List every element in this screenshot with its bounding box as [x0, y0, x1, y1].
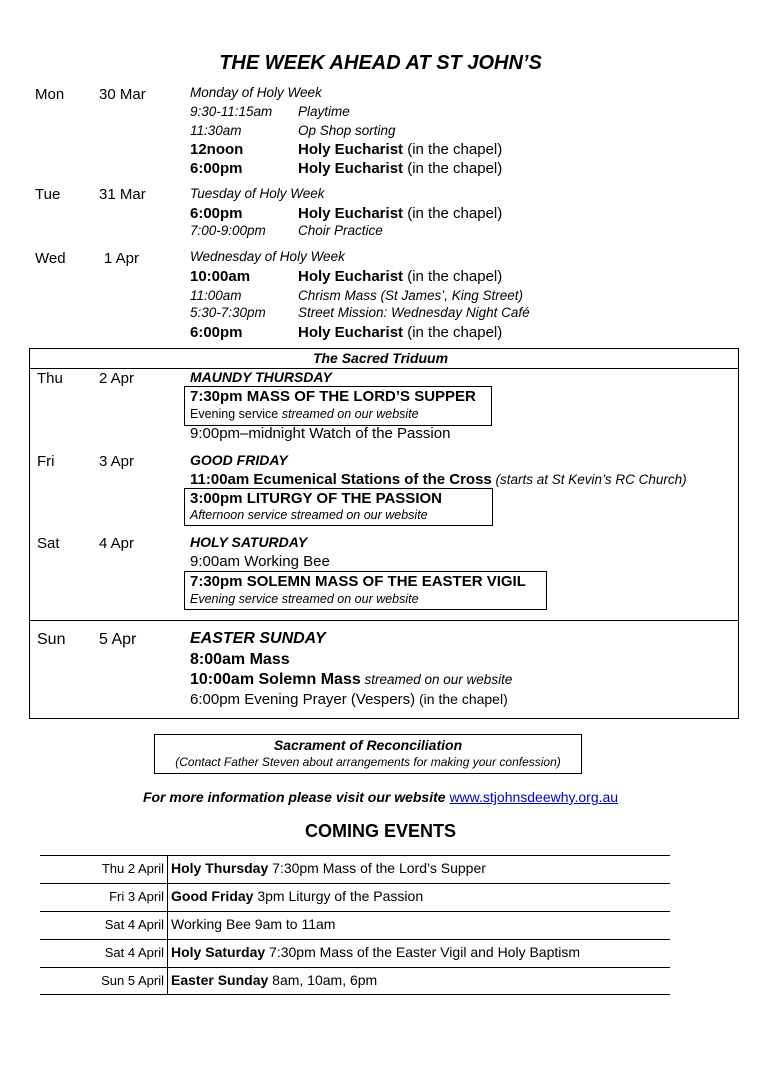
table-rule	[40, 883, 670, 884]
event-date: Sat 4 April	[104, 917, 164, 932]
day-label: Fri	[37, 453, 55, 470]
event-text: Holy Eucharist	[298, 324, 404, 341]
event-note: (in the chapel)	[403, 324, 503, 341]
event-note: (in the chapel)	[403, 160, 503, 177]
date-label: 2 Apr	[99, 370, 135, 387]
event-note: (starts at St Kevin’s RC Church)	[491, 472, 687, 487]
date-label: 4 Apr	[99, 535, 135, 552]
day-heading: GOOD FRIDAY	[190, 452, 288, 468]
event-text: Op Shop sorting	[298, 123, 396, 138]
event-note: (in the chapel)	[403, 141, 503, 158]
event-note: streamed on our website	[360, 672, 513, 687]
event-line	[298, 160, 502, 177]
event-time: 11:30am	[190, 123, 242, 138]
event-line	[190, 671, 512, 689]
triduum-heading: The Sacred Triduum	[312, 350, 449, 366]
event-time: 6:00pm	[190, 324, 243, 341]
event-line	[298, 141, 502, 158]
event-detail: 7:30pm Mass of the Easter Vigil and Holy Baptism	[265, 944, 581, 960]
event-line	[298, 205, 502, 222]
table-rule	[40, 967, 670, 968]
day-heading: MAUNDY THURSDAY	[190, 369, 332, 385]
event-text: Holy Eucharist	[298, 205, 404, 222]
day-heading: Tuesday of Holy Week	[190, 186, 325, 201]
day-label: Wed	[35, 250, 66, 267]
service-subtitle: Evening service streamed on our website	[190, 592, 419, 606]
event-description	[171, 944, 580, 960]
event-time: 6:00pm	[190, 160, 243, 177]
service-subtitle-b: streamed on our website	[281, 407, 419, 421]
event-title: Good Friday	[171, 888, 254, 904]
table-rule	[40, 939, 670, 940]
table-rule	[40, 994, 670, 995]
reconciliation-subtitle: (Contact Father Steven about arrangements for making your confession)	[175, 755, 561, 769]
event-note: (in the chapel)	[403, 205, 503, 222]
event-text: 11:00am Ecumenical Stations of the Cross	[190, 471, 492, 488]
day-label: Thu	[37, 370, 63, 387]
event-detail: Working Bee 9am to 11am	[171, 916, 336, 932]
event-text: Street Mission: Wednesday Night Café	[298, 305, 530, 320]
event-line	[190, 691, 508, 708]
event-description	[171, 888, 423, 904]
service-subtitle	[190, 407, 419, 421]
event-description	[171, 972, 377, 988]
event-text: 10:00am Solemn Mass	[190, 671, 361, 688]
day-label: Mon	[35, 86, 65, 103]
section-title: COMING EVENTS	[304, 821, 456, 841]
date-label: 30 Mar	[99, 86, 146, 103]
table-divider	[29, 368, 738, 369]
table-column-rule	[167, 855, 168, 994]
event-title: Easter Sunday	[171, 972, 269, 988]
day-label: Tue	[35, 186, 61, 203]
table-divider	[29, 620, 738, 621]
event-time: 11:00am	[190, 288, 242, 303]
event-title: Holy Saturday	[171, 944, 266, 960]
event-text: Holy Eucharist	[298, 160, 404, 177]
event-text: 9:00pm–midnight Watch of the Passion	[190, 425, 451, 442]
event-text: Playtime	[298, 104, 350, 119]
date-label: 5 Apr	[99, 631, 137, 648]
event-time: 7:00-9:00pm	[190, 223, 266, 238]
service-subtitle: Afternoon service streamed on our website	[190, 508, 428, 522]
day-heading: EASTER SUNDAY	[190, 630, 326, 647]
event-date: Sun 5 April	[101, 973, 164, 988]
event-detail: 3pm Liturgy of the Passion	[253, 888, 424, 904]
event-title: Holy Thursday	[171, 860, 269, 876]
table-rule	[40, 855, 670, 856]
table-rule	[40, 911, 670, 912]
event-time: 5:30-7:30pm	[190, 305, 266, 320]
event-time: 6:00pm	[190, 205, 243, 222]
event-time: 12noon	[190, 141, 244, 158]
service-title: 3:00pm LITURGY OF THE PASSION	[190, 490, 442, 507]
event-date: Fri 3 April	[109, 889, 164, 904]
page-title: THE WEEK AHEAD AT ST JOHN’S	[219, 52, 542, 74]
info-text: For more information please visit our website	[142, 789, 450, 805]
date-label: 31 Mar	[99, 186, 146, 203]
service-title: 7:30pm MASS OF THE LORD’S SUPPER	[190, 388, 476, 405]
event-date: Thu 2 April	[101, 861, 164, 876]
event-text: 6:00pm Evening Prayer (Vespers)	[190, 691, 416, 708]
event-note: (in the chapel)	[403, 268, 503, 285]
event-description	[171, 916, 335, 932]
event-text: Chrism Mass (St James’, King Street)	[298, 288, 524, 303]
day-heading: Wednesday of Holy Week	[190, 249, 345, 264]
service-subtitle-a: Evening service	[190, 407, 282, 421]
reconciliation-title: Sacrament of Reconciliation	[273, 737, 463, 753]
event-text: 9:00am Working Bee	[190, 553, 330, 570]
date-label: 3 Apr	[99, 453, 135, 470]
event-detail: 8am, 10am, 6pm	[268, 972, 378, 988]
event-text: Choir Practice	[298, 223, 383, 238]
day-label: Sat	[37, 535, 60, 552]
event-line	[298, 324, 502, 341]
event-text: Holy Eucharist	[298, 141, 404, 158]
event-line	[190, 471, 687, 488]
event-text: 8:00am Mass	[190, 651, 290, 668]
day-heading: Monday of Holy Week	[190, 85, 322, 100]
website-link[interactable]: www.stjohnsdeewhy.org.au	[449, 789, 619, 805]
event-line	[298, 268, 502, 285]
event-note: (in the chapel)	[415, 691, 508, 707]
day-heading: HOLY SATURDAY	[190, 534, 308, 550]
event-time: 9:30-11:15am	[190, 104, 273, 119]
event-date: Sat 4 April	[104, 945, 164, 960]
date-label: 1 Apr	[104, 250, 140, 267]
event-description	[171, 860, 486, 876]
event-text: Holy Eucharist	[298, 268, 404, 285]
info-line	[0, 789, 761, 805]
event-detail: 7:30pm Mass of the Lord’s Supper	[268, 860, 486, 876]
event-time: 10:00am	[190, 268, 251, 285]
service-title: 7:30pm SOLEMN MASS OF THE EASTER VIGIL	[190, 573, 526, 590]
day-label: Sun	[37, 631, 66, 648]
